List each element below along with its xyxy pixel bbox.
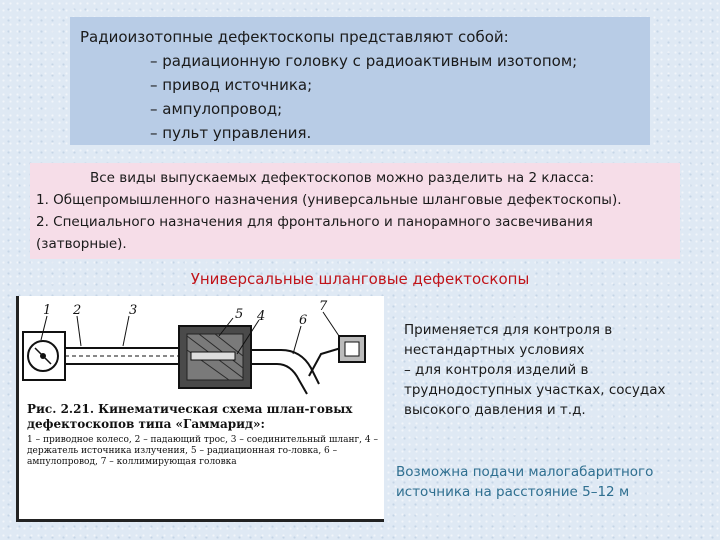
usage-line: Применяется для контроля в bbox=[404, 322, 613, 338]
distance-line: Возможна подачи малогабаритного bbox=[396, 464, 654, 480]
ampoule-conduit bbox=[251, 350, 319, 384]
usage-line: – для контроля изделий в bbox=[404, 362, 589, 378]
caption-text: 1 – приводное колесо, 2 – падающий трос, 3 – соединительный шланг, 4 – держатель источника излучения, 5 – радиационная го-ловка, 6 – ампулопровод, 7 – коллимирующая головка bbox=[27, 435, 378, 467]
classes-intro: Все виды выпускаемых дефектоскопов можно разделить на 2 класса: bbox=[90, 170, 595, 186]
list-item: – пульт управления. bbox=[150, 124, 312, 142]
section-heading: Универсальные шланговые дефектоскопы bbox=[190, 270, 530, 288]
usage-line: высокого давления и т.д. bbox=[404, 402, 586, 418]
caption-title: Рис. 2.21. Кинематическая схема шлан-говых дефектоскопов типа «Гаммарид»: bbox=[27, 402, 353, 431]
class-item-2: 2. Специального назначения для фронтального и панорамного засвечивания bbox=[36, 214, 593, 230]
kinematic-diagram bbox=[19, 296, 384, 400]
figure-caption bbox=[27, 402, 379, 468]
label-6: 6 bbox=[299, 313, 308, 328]
label-3: 3 bbox=[129, 303, 138, 318]
label-7: 7 bbox=[319, 299, 328, 314]
label-4: 4 bbox=[257, 309, 266, 324]
list-item: – привод источника; bbox=[150, 76, 313, 94]
usage-description bbox=[404, 320, 709, 420]
list-item: – ампулопровод; bbox=[150, 100, 283, 118]
list-item: – радиационную головку с радиоактивным изотопом; bbox=[150, 52, 578, 70]
label-1: 1 bbox=[43, 303, 52, 318]
class-item-2-cont: (затворные). bbox=[36, 236, 127, 252]
intro-text: Радиоизотопные дефектоскопы представляют собой: bbox=[80, 28, 509, 46]
label-2: 2 bbox=[73, 303, 82, 318]
distance-line: источника на расстояние 5–12 м bbox=[396, 484, 630, 500]
intro-box bbox=[70, 17, 650, 145]
kinematic-diagram-figure bbox=[16, 296, 384, 522]
usage-line: труднодоступных участках, сосудах bbox=[404, 382, 666, 398]
class-item-1: 1. Общепромышленного назначения (универсальные шланговые дефектоскопы). bbox=[36, 192, 622, 208]
source-holder bbox=[191, 352, 235, 360]
distance-note bbox=[396, 462, 706, 502]
usage-line: нестандартных условиях bbox=[404, 342, 585, 358]
label-5: 5 bbox=[235, 307, 244, 322]
classes-box bbox=[30, 163, 680, 259]
